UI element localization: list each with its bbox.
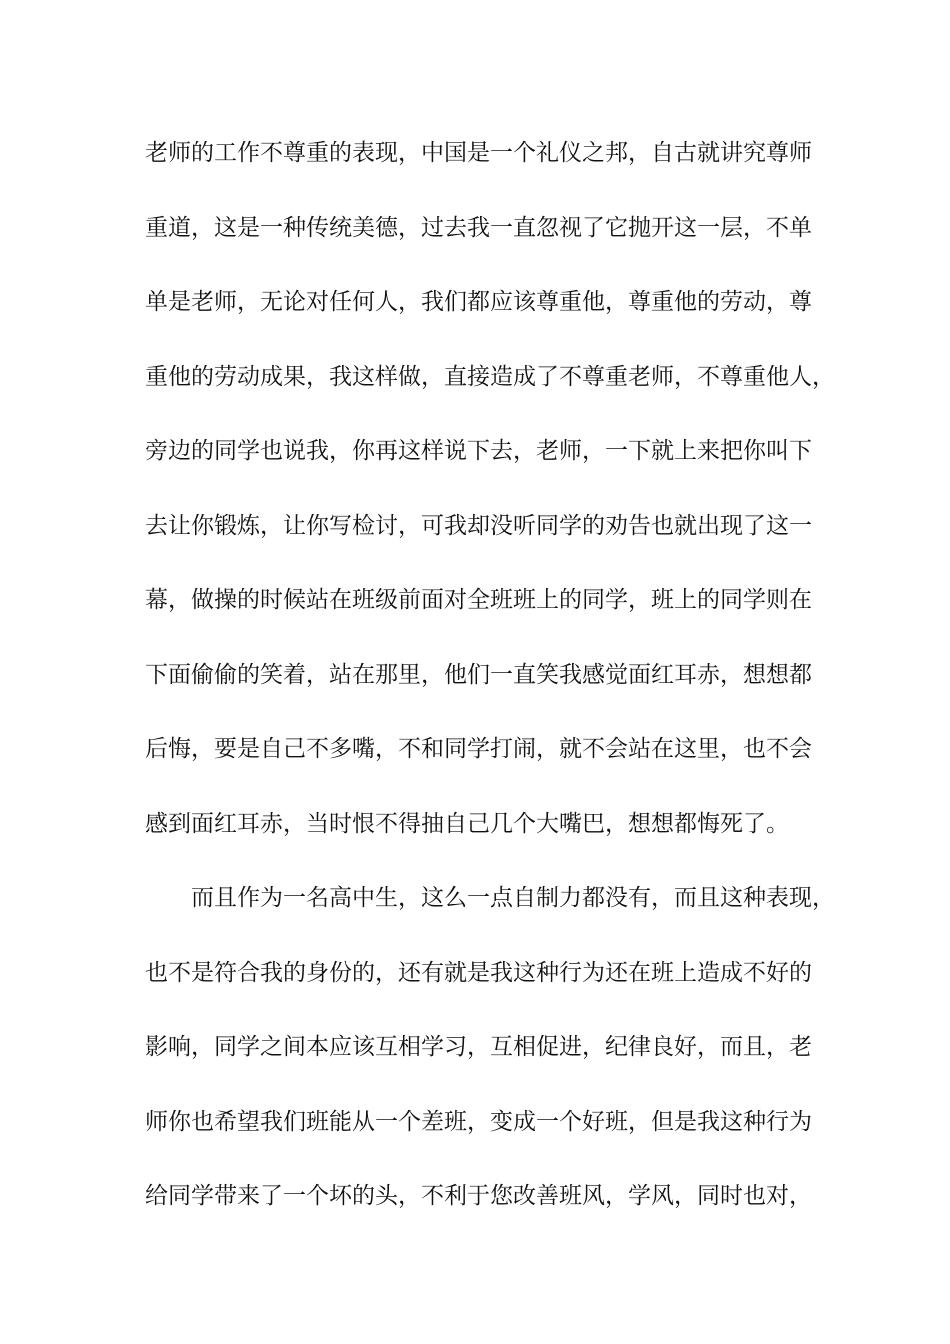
- text-line: 给同学带来了一个坏的头，不利于您改善班风，学风，同时也对，: [145, 1183, 812, 1209]
- text-line: 旁边的同学也说我，你再这样说下去，老师，一下就上来把你叫下: [145, 438, 812, 464]
- text-line: 老师的工作不尊重的表现，中国是一个礼仪之邦，自古就讲究尊师: [145, 140, 812, 166]
- text-line: 也不是符合我的身份的，还有就是我这种行为还在班上造成不好的: [145, 959, 812, 986]
- document-body: [145, 128, 835, 1246]
- text-line: 重他的劳动成果，我这样做，直接造成了不尊重老师，不尊重他人，: [145, 363, 835, 390]
- text-line: 重道，这是一种传统美德，过去我一直忽视了它抛开这一层，不单: [145, 214, 812, 241]
- text-line: 影响，同学之间本应该互相学习，互相促进，纪律良好，而且，老: [145, 1034, 812, 1060]
- text-line: 下面偷偷的笑着，站在那里，他们一直笑我感觉面红耳赤，想想都: [145, 661, 812, 688]
- paragraph-first-line: 而且作为一名高中生，这么一点自制力都没有，而且这种表现，: [191, 885, 835, 911]
- text-line: 后悔，要是自己不多嘴，不和同学打闹，就不会站在这里，也不会: [145, 736, 812, 762]
- text-line: 去让你锻炼，让你写检讨，可我却没听同学的劝告也就出现了这一: [145, 512, 812, 539]
- text-line: 幕，做操的时候站在班级前面对全班班上的同学，班上的同学则在: [145, 587, 812, 613]
- text-line: 单是老师，无论对任何人，我们都应该尊重他，尊重他的劳动，尊: [145, 289, 812, 315]
- text-line: 感到面红耳赤，当时恨不得抽自己几个大嘴巴，想想都悔死了。: [145, 810, 789, 837]
- text-line: 师你也希望我们班能从一个差班，变成一个好班，但是我这种行为: [145, 1108, 812, 1135]
